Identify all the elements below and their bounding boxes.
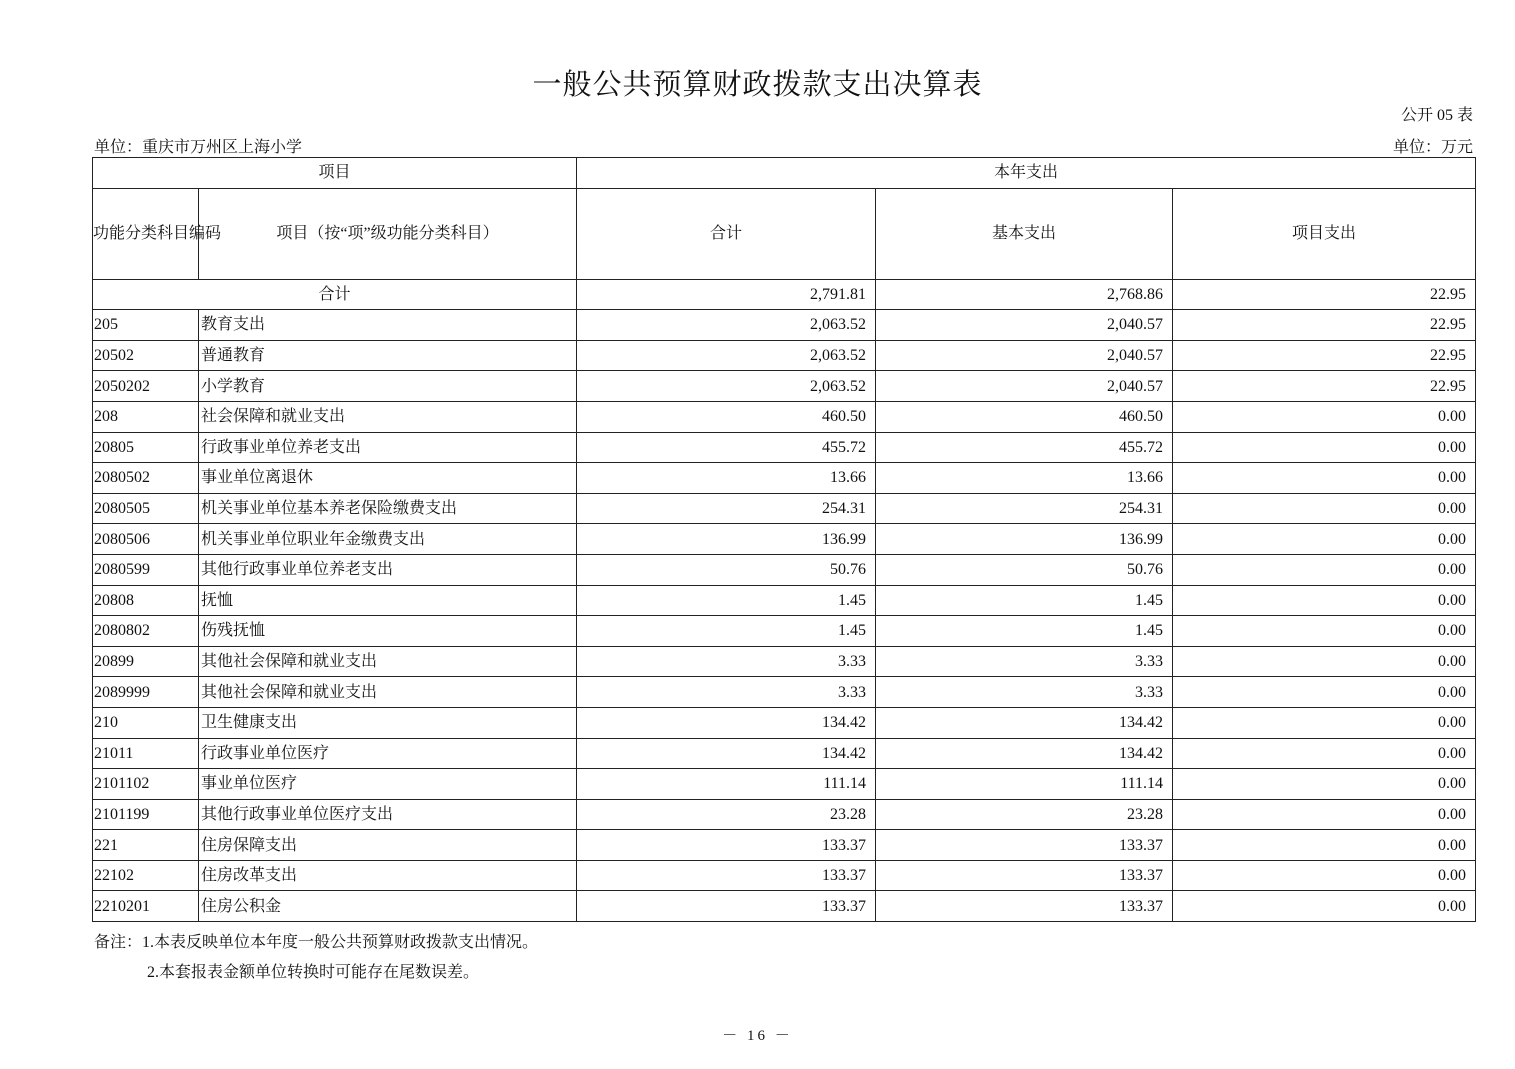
table-row [93, 340, 1476, 371]
header-current-year: 本年支出 [577, 158, 1476, 189]
table-row [93, 891, 1476, 922]
code-cell: 210 [93, 707, 199, 738]
item-name-cell: 机关事业单位职业年金缴费支出 [199, 524, 577, 555]
table-row [93, 463, 1476, 494]
basic-cell: 133.37 [876, 860, 1173, 891]
basic-cell: 111.14 [876, 769, 1173, 800]
code-cell: 2080802 [93, 616, 199, 647]
item-name-cell: 其他社会保障和就业支出 [199, 646, 577, 677]
table-row [93, 860, 1476, 891]
code-cell: 2080502 [93, 463, 199, 494]
item-name-cell: 行政事业单位医疗 [199, 738, 577, 769]
project-cell: 0.00 [1173, 616, 1476, 647]
item-name-cell: 社会保障和就业支出 [199, 401, 577, 432]
table-row [93, 769, 1476, 800]
header-total: 合计 [577, 188, 876, 279]
project-cell: 22.95 [1173, 340, 1476, 371]
basic-cell: 133.37 [876, 891, 1173, 922]
total-row [93, 279, 1476, 310]
project-cell: 0.00 [1173, 554, 1476, 585]
project-cell: 0.00 [1173, 738, 1476, 769]
item-name-cell: 小学教育 [199, 371, 577, 402]
total-cell: 3.33 [577, 677, 876, 708]
code-cell: 2080506 [93, 524, 199, 555]
total-basic: 2,768.86 [876, 279, 1173, 310]
code-cell: 2089999 [93, 677, 199, 708]
total-cell: 1.45 [577, 585, 876, 616]
code-cell: 2210201 [93, 891, 199, 922]
basic-cell: 1.45 [876, 616, 1173, 647]
total-cell: 254.31 [577, 493, 876, 524]
table-row [93, 677, 1476, 708]
item-name-cell: 事业单位离退休 [199, 463, 577, 494]
form-number: 公开 05 表 [1400, 107, 1473, 124]
header-item-detail: 项目（按“项”级功能分类科目） [199, 188, 577, 279]
total-cell: 134.42 [577, 738, 876, 769]
total-cell: 13.66 [577, 463, 876, 494]
total-cell: 2,063.52 [577, 310, 876, 341]
notes [94, 928, 538, 988]
note-1: 备注：1.本表反映单位本年度一般公共预算财政拨款支出情况。 [94, 934, 539, 951]
project-cell: 0.00 [1173, 493, 1476, 524]
total-cell: 2,063.52 [577, 340, 876, 371]
item-name-cell: 住房公积金 [199, 891, 577, 922]
basic-cell: 455.72 [876, 432, 1173, 463]
total-cell: 133.37 [577, 830, 876, 861]
project-cell: 0.00 [1173, 646, 1476, 677]
basic-cell: 134.42 [876, 738, 1173, 769]
code-cell: 22102 [93, 860, 199, 891]
basic-cell: 134.42 [876, 707, 1173, 738]
code-cell: 2101102 [93, 769, 199, 800]
table-row [93, 738, 1476, 769]
project-cell: 0.00 [1173, 860, 1476, 891]
total-cell: 134.42 [577, 707, 876, 738]
item-name-cell: 住房改革支出 [199, 860, 577, 891]
item-name-cell: 教育支出 [199, 310, 577, 341]
header-code: 功能分类科目编码 [93, 188, 199, 279]
total-cell: 455.72 [577, 432, 876, 463]
table-row [93, 707, 1476, 738]
code-cell: 2080599 [93, 554, 199, 585]
basic-cell: 50.76 [876, 554, 1173, 585]
code-cell: 20808 [93, 585, 199, 616]
code-cell: 21011 [93, 738, 199, 769]
item-name-cell: 卫生健康支出 [199, 707, 577, 738]
table-row [93, 616, 1476, 647]
header-project: 项目支出 [1173, 188, 1476, 279]
total-cell: 3.33 [577, 646, 876, 677]
item-name-cell: 抚恤 [199, 585, 577, 616]
item-name-cell: 住房保障支出 [199, 830, 577, 861]
code-cell: 2101199 [93, 799, 199, 830]
table-row [93, 493, 1476, 524]
project-cell: 0.00 [1173, 401, 1476, 432]
project-cell: 0.00 [1173, 432, 1476, 463]
header-row-2 [93, 188, 1476, 279]
total-cell: 1.45 [577, 616, 876, 647]
item-name-cell: 普通教育 [199, 340, 577, 371]
table-row [93, 401, 1476, 432]
item-name-cell: 伤残抚恤 [199, 616, 577, 647]
table-row [93, 585, 1476, 616]
project-cell: 0.00 [1173, 891, 1476, 922]
code-cell: 20805 [93, 432, 199, 463]
basic-cell: 1.45 [876, 585, 1173, 616]
total-cell: 111.14 [577, 769, 876, 800]
project-cell: 0.00 [1173, 799, 1476, 830]
basic-cell: 133.37 [876, 830, 1173, 861]
table-row [93, 554, 1476, 585]
project-cell: 0.00 [1173, 524, 1476, 555]
total-project: 22.95 [1173, 279, 1476, 310]
basic-cell: 2,040.57 [876, 340, 1173, 371]
code-cell: 20502 [93, 340, 199, 371]
header-item: 项目 [93, 158, 577, 189]
code-cell: 221 [93, 830, 199, 861]
item-name-cell: 其他社会保障和就业支出 [199, 677, 577, 708]
table-row [93, 432, 1476, 463]
item-name-cell: 其他行政事业单位养老支出 [199, 554, 577, 585]
project-cell: 0.00 [1173, 677, 1476, 708]
basic-cell: 2,040.57 [876, 310, 1173, 341]
table-row [93, 310, 1476, 341]
basic-cell: 3.33 [876, 646, 1173, 677]
basic-cell: 13.66 [876, 463, 1173, 494]
basic-cell: 23.28 [876, 799, 1173, 830]
project-cell: 0.00 [1173, 463, 1476, 494]
table-row [93, 524, 1476, 555]
total-cell: 136.99 [577, 524, 876, 555]
basic-cell: 460.50 [876, 401, 1173, 432]
basic-cell: 2,040.57 [876, 371, 1173, 402]
header-row-1 [93, 158, 1476, 189]
table-row [93, 799, 1476, 830]
header-basic: 基本支出 [876, 188, 1173, 279]
code-cell: 205 [93, 310, 199, 341]
table-row [93, 830, 1476, 861]
total-cell: 23.28 [577, 799, 876, 830]
project-cell: 22.95 [1173, 371, 1476, 402]
code-cell: 20899 [93, 646, 199, 677]
total-amount: 2,791.81 [577, 279, 876, 310]
item-name-cell: 机关事业单位基本养老保险缴费支出 [199, 493, 577, 524]
basic-cell: 254.31 [876, 493, 1173, 524]
basic-cell: 3.33 [876, 677, 1173, 708]
project-cell: 0.00 [1173, 830, 1476, 861]
item-name-cell: 其他行政事业单位医疗支出 [199, 799, 577, 830]
total-cell: 133.37 [577, 891, 876, 922]
item-name-cell: 事业单位医疗 [199, 769, 577, 800]
total-cell: 2,063.52 [577, 371, 876, 402]
total-label: 合计 [93, 279, 577, 310]
page-number: － 16 － [722, 1028, 793, 1044]
unit-currency: 单位：万元 [1392, 139, 1473, 156]
project-cell: 0.00 [1173, 769, 1476, 800]
total-cell: 133.37 [577, 860, 876, 891]
page-title: 一般公共预算财政拨款支出决算表 [532, 69, 983, 101]
unit-organization: 单位：重庆市万州区上海小学 [94, 139, 303, 156]
table-row [93, 371, 1476, 402]
code-cell: 208 [93, 401, 199, 432]
code-cell: 2050202 [93, 371, 199, 402]
basic-cell: 136.99 [876, 524, 1173, 555]
table-row [93, 646, 1476, 677]
code-cell: 2080505 [93, 493, 199, 524]
project-cell: 22.95 [1173, 310, 1476, 341]
total-cell: 50.76 [577, 554, 876, 585]
note-2: 2.本套报表金额单位转换时可能存在尾数误差。 [147, 964, 480, 981]
item-name-cell: 行政事业单位养老支出 [199, 432, 577, 463]
project-cell: 0.00 [1173, 707, 1476, 738]
expenditure-table [92, 157, 1476, 922]
project-cell: 0.00 [1173, 585, 1476, 616]
total-cell: 460.50 [577, 401, 876, 432]
